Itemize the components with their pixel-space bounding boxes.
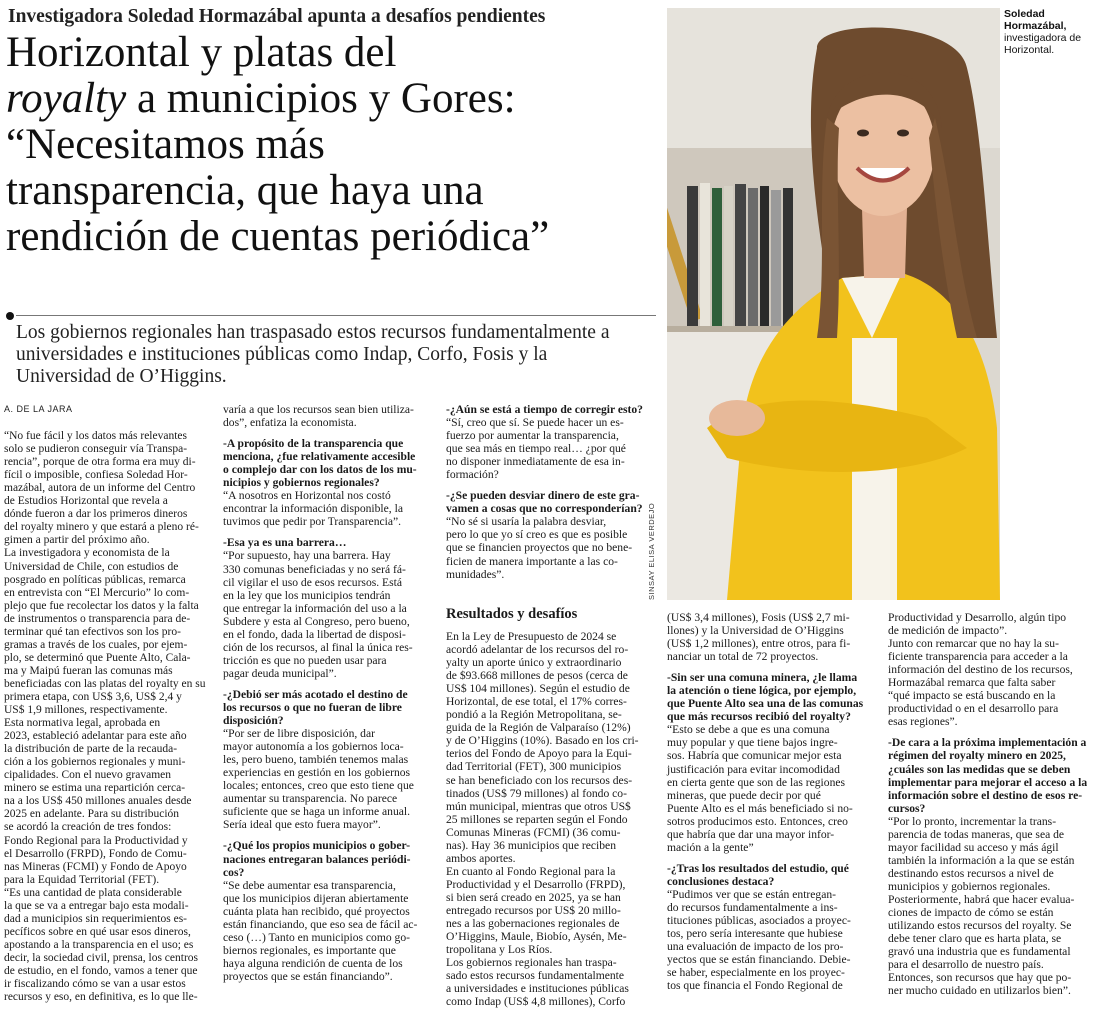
- text-line: do recursos fundamentalmente a ins-: [667, 900, 838, 914]
- article-column-5: [667, 611, 877, 992]
- photo-caption: [1004, 8, 1099, 56]
- portrait-photo: [667, 8, 1000, 600]
- text-line: en el fondo, dada la libertad de disposi-: [223, 627, 406, 641]
- text-line: terios del Fondo de Apoyo para la Equi-: [446, 747, 632, 761]
- text-line: terminar qué tan efectivos son los pro-: [4, 625, 181, 638]
- text-line: Posteriormente, habrá que hacer evalua-: [888, 892, 1075, 906]
- text-line: el Desarrollo (FRPD), Fondo de Comu-: [4, 847, 187, 860]
- text-line: “Sí, creo que sí. Se puede hacer un es-: [446, 416, 624, 430]
- text-line: “No fue fácil y los datos más relevantes: [4, 430, 187, 443]
- headline-line-2: [6, 76, 656, 122]
- text-line: recursos y eso, en definitiva, es lo que lle-: [4, 991, 198, 1004]
- article-column-4: [446, 600, 656, 1008]
- headline-line-3: “Necesitamos más: [6, 121, 325, 168]
- text-line: sos. Habría que comunicar mejor esta: [667, 749, 842, 763]
- question-line: que más recursos recibió del royalty?: [667, 710, 851, 724]
- question-line: -A propósito de la transparencia que: [223, 437, 404, 451]
- text-line: rencia”, porque de otra forma era muy di-: [4, 456, 196, 469]
- text-line: nanciar un total de 72 proyectos.: [667, 650, 819, 664]
- text-line: varía a que los recursos sean bien utiliza-: [223, 403, 414, 416]
- text-line: Los gobiernos regionales han traspa-: [446, 956, 617, 970]
- text-line: la distribución de parte de la recauda-: [4, 743, 178, 756]
- text-line: suficiente que se haga un informe anual.: [223, 805, 411, 819]
- text-line: mazábal, autora de un informe del Centro: [4, 482, 196, 495]
- text-line: US$ 104 millones). Según el estudio de: [446, 682, 630, 696]
- text-line: 25 millones se reparten según el Fondo: [446, 812, 628, 826]
- text-line: ción de los recursos, al final la única res-: [223, 640, 413, 654]
- text-line: pero lo que yo sí creo es que es posible: [446, 528, 628, 542]
- question-line: régimen del royalty minero en 2025,: [888, 749, 1066, 763]
- text-line: encontrar la información disponible, la: [223, 502, 403, 516]
- text-line: para la Equidad Territorial (FET).: [4, 873, 160, 886]
- text-line: les, pero bueno, también tenemos malas: [223, 753, 409, 767]
- question-line: información sobre el destino de esos re-: [888, 788, 1083, 802]
- question-line: -Sin ser una comuna minera, ¿le llama: [667, 671, 858, 685]
- text-line: proyectos que se están financiando”.: [223, 969, 393, 983]
- question-line: -¿Aún se está a tiempo de corregir esto?: [446, 403, 643, 416]
- text-line: (US$ 1,2 millones), entre otros, para fi-: [667, 637, 851, 651]
- text-line: que sea más en tiempo real… ¿por qué: [446, 442, 626, 456]
- text-line: Sería ideal que esto fuera mayor”.: [223, 818, 381, 832]
- text-line: parencia de todas maneras, que sea de: [888, 827, 1065, 841]
- lead-bullet: [6, 312, 14, 320]
- text-line: “A nosotros en Horizontal nos costó: [223, 489, 391, 503]
- text-line: fuerzo por aumentar la transparencia,: [446, 429, 619, 443]
- text-line: Productividad y el Desarrollo (FRPD),: [446, 877, 626, 891]
- text-line: se acordó la creación de tres fondos:: [4, 821, 172, 834]
- text-line: gimen a partir del próximo año.: [4, 534, 150, 547]
- text-line: 330 comunas beneficiadas y no será fá-: [223, 562, 406, 576]
- text-line: Junto con remarcar que no hay la su-: [888, 637, 1059, 651]
- text-line: que los municipios dijeran abiertamente: [223, 891, 409, 905]
- text-line: utilizando estos recursos del royalty. Se: [888, 919, 1072, 933]
- text-line: que habría que dar una mayor infor-: [667, 827, 835, 841]
- text-line: na a los US$ 450 millones anuales desde: [4, 795, 192, 808]
- text-line: 2025 en adelante. Para su distribución: [4, 808, 180, 821]
- text-line: cuánta plata han recibido, qué proyectos: [223, 904, 410, 918]
- question-line: -¿Debió ser más acotado el destino de: [223, 687, 408, 701]
- text-line: haya alguna rendición de cuenta de los: [223, 956, 403, 970]
- text-line: acordó adelantar de los recursos del ro-: [446, 643, 629, 657]
- text-line: dad Territorial (FET), 300 municipios: [446, 760, 622, 774]
- text-line: Subdere y esta al Congreso, pero bueno,: [223, 614, 410, 628]
- lead-rule: [16, 315, 656, 316]
- text-line: (US$ 3,4 millones), Fosis (US$ 2,7 mi-: [667, 611, 850, 624]
- text-line: fícil o imposible, confiesa Soledad Hor-: [4, 469, 188, 482]
- question-line: la atención o tiene lógica, por ejemplo,: [667, 684, 857, 698]
- question-line: conclusiones destaca?: [667, 874, 775, 888]
- text-line: ir fiscalizando cómo se van a usar estos: [4, 978, 186, 991]
- text-line: tos que financia el Fondo Regional de: [667, 979, 843, 993]
- text-line: en cierta gente que son de las regiones: [667, 775, 846, 789]
- text-line: de $93.668 millones de pesos (cerca de: [446, 669, 628, 683]
- text-line: En cuanto al Fondo Regional para la: [446, 864, 616, 878]
- text-line: pecíficos sobre en qué usar esos dineros,: [4, 925, 191, 938]
- text-line: formación?: [446, 468, 499, 482]
- question-line: -¿Se pueden desviar dinero de este gra-: [446, 489, 640, 503]
- text-line: mación a la gente”: [667, 840, 754, 854]
- text-line: ner mucho cuidado en utilizarlos bien”.: [888, 984, 1071, 998]
- question-line: -De cara a la próxima implementación a: [888, 736, 1087, 750]
- text-line: ción a los gobiernos regionales y muni-: [4, 756, 186, 769]
- text-line: tituciones públicas, asociados a proyec-: [667, 914, 851, 928]
- text-line: tuvimos que pedir por Transparencia”.: [223, 515, 402, 529]
- text-line: Comunas Mineras (FCMI) (36 comu-: [446, 825, 621, 839]
- question-line: vamen a cosas que no corresponderían?: [446, 502, 643, 516]
- text-line: productividad o en el desarrollo para: [888, 702, 1059, 716]
- text-line: en entrevista con “El Mercurio” lo com-: [4, 586, 190, 599]
- text-line: ciones de impacto de cómo se están: [888, 906, 1054, 920]
- text-line: solo se pudieron conseguir vía Transpa-: [4, 443, 188, 456]
- text-line: yectos que se están financiando. Debie-: [667, 953, 851, 967]
- text-line: pondió a la Región Metropolitana, se-: [446, 708, 622, 722]
- question-line: menciona, ¿fue relativamente accesible: [223, 450, 416, 464]
- text-line: “No sé si usaría la palabra desviar,: [446, 515, 607, 529]
- text-line: Horizontal, de ese total, el 17% corres-: [446, 695, 627, 709]
- text-line: plejo que fue recolectar los datos y la falta: [4, 599, 199, 612]
- text-line: ficiente transparencia para acceder a la: [888, 650, 1068, 664]
- text-line: para el desarrollo de nuestro país.: [888, 958, 1044, 972]
- headline-line-5: rendición de cuentas periódica”: [6, 213, 550, 260]
- text-line: En la Ley de Presupuesto de 2024 se: [446, 630, 617, 643]
- text-line: decir, la sociedad civil, prensa, los centros: [4, 951, 199, 964]
- headline-line-2-rest: a municipios y Gores:: [126, 75, 516, 122]
- question-line: disposición?: [223, 714, 284, 728]
- text-line: destinando estos recursos a nivel de: [888, 866, 1054, 880]
- photo-caption-name: Soledad Hormazábal,: [1004, 8, 1067, 32]
- text-line: “Esto se debe a que es una comuna: [667, 723, 830, 737]
- text-line: La investigadora y economista de la: [4, 547, 170, 560]
- text-line: Fondo Regional para la Productividad y: [4, 834, 188, 847]
- text-line: nas). Hay 36 municipios que reciben: [446, 838, 616, 852]
- text-line: nes a las gobernaciones regionales de: [446, 917, 620, 931]
- text-line: dónde fueron a dar los primeros dineros: [4, 508, 188, 521]
- text-line: apostando a la transparencia en el uso; es: [4, 938, 194, 951]
- text-line: tos, pero sería interesante que hubiese: [667, 927, 843, 941]
- byline: A. DE LA JARA: [4, 404, 73, 414]
- text-line: munidades”.: [446, 567, 505, 581]
- text-line: aumentar su transparencia. No parece: [223, 792, 398, 806]
- text-line: si bien será creado en 2025, ya se han: [446, 890, 621, 904]
- text-line: que entregar la información del uso a la: [223, 601, 407, 615]
- text-line: dad a municipios sin requerimientos es-: [4, 912, 188, 925]
- kicker: Investigadora Soledad Hormazábal apunta a desafíos pendientes: [8, 6, 546, 27]
- text-line: información del destino de los recursos,: [888, 663, 1073, 677]
- question-line: ¿cuáles son las medidas que se deben: [888, 762, 1071, 776]
- question-line: -¿Qué los propios municipios o gober-: [223, 839, 411, 853]
- text-line: Esta normativa legal, aprobada en: [4, 717, 161, 730]
- text-line: mún municipal, mientras que otros US$: [446, 799, 631, 813]
- headline: [6, 30, 656, 260]
- lead-line: Los gobiernos regionales han traspasado estos recursos fundamentalmente a: [16, 322, 610, 343]
- text-line: en la ley que los municipios tendrán: [223, 588, 391, 602]
- portrait-illustration: [667, 8, 1000, 600]
- text-line: 2023, estableció adelantar para este año: [4, 730, 187, 743]
- text-line: nas Mineras (FCMI) y Fondo de Apoyo: [4, 860, 187, 873]
- text-line: “qué impacto se está buscando en la: [888, 689, 1056, 703]
- question-line: los recursos o que no fueran de libre: [223, 700, 402, 714]
- text-line: “Por lo pronto, incrementar la trans-: [888, 814, 1057, 828]
- text-line: también la información a la que se están: [888, 853, 1075, 867]
- question-line: nicipios y gobiernos regionales?: [223, 476, 380, 490]
- text-line: guida de la Región de Valparaíso (12%): [446, 721, 631, 735]
- text-line: de estudio, en el fondo, vamos a tener que: [4, 964, 198, 977]
- text-line: y de O’Higgins (10%). Basado en los cri-: [446, 734, 639, 748]
- text-line: O’Higgins, Maule, Biobío, Aysén, Me-: [446, 930, 627, 944]
- text-line: minero se estima una repartición cerca-: [4, 782, 186, 795]
- text-line: pagar deuda municipal”.: [223, 666, 337, 680]
- text-line: “Se debe aumentar esa transparencia,: [223, 878, 396, 892]
- question-line: que Puente Alto sea una de las comunas: [667, 697, 864, 711]
- text-line: a universidades e instituciones públicas: [446, 982, 629, 996]
- headline-line-4: transparencia, que haya una: [6, 167, 484, 214]
- article-column-1: [4, 403, 212, 1004]
- text-line: mineras, que puede decir por qué: [667, 788, 821, 802]
- article-column-3: [446, 403, 656, 581]
- text-line: de instrumentos o transparencia para de-: [4, 612, 191, 625]
- text-line: cil vigilar el uso de esos recursos. Está: [223, 575, 403, 589]
- text-line: “Es una cantidad de plata considerable: [4, 886, 182, 899]
- text-line: tropolitana y Los Ríos.: [446, 943, 553, 957]
- text-line: dos”, enfatiza la economista.: [223, 416, 357, 430]
- question-line: cos?: [223, 865, 245, 879]
- section-subhead: Resultados y desafíos: [446, 606, 578, 622]
- lead-line: Universidad de O’Higgins.: [16, 366, 227, 387]
- article-column-2: [223, 403, 433, 983]
- text-line: gramas a través de los cuales, por ejem-: [4, 638, 188, 651]
- headline-line-1: Horizontal y platas del: [6, 29, 397, 76]
- text-line: sotros producimos esto. Entonces, creo: [667, 814, 848, 828]
- text-line: “Pudimos ver que se están entregan-: [667, 887, 837, 901]
- question-line: o complejo dar con los datos de los mu-: [223, 463, 417, 477]
- text-line: biernos regionales, es importante que: [223, 943, 396, 957]
- text-line: Hormazábal remarca que falta saber: [888, 676, 1056, 690]
- text-line: no disponer inmediatamente de esa in-: [446, 455, 625, 469]
- text-line: esas regiones”.: [888, 715, 958, 729]
- headline-royalty-word: royalty: [6, 75, 127, 122]
- text-line: “Por supuesto, hay una barrera. Hay: [223, 549, 391, 563]
- text-line: locales; entonces, creo que esto tiene que: [223, 779, 414, 793]
- text-line: “Por ser de libre disposición, dar: [223, 727, 375, 741]
- text-line: plo, se determinó que Puente Alto, Cala-: [4, 651, 191, 664]
- text-line: la que se va a entregar bajo esta modali-: [4, 899, 189, 912]
- text-line: justificación para evitar incomodidad: [667, 762, 840, 776]
- lead-paragraph: [16, 322, 656, 388]
- text-line: tricción es que no pueden usar para: [223, 653, 387, 667]
- text-line: tinados (US$ 79 millones) al fondo co-: [446, 786, 627, 800]
- text-line: sado estos recursos fundamentalmente: [446, 969, 625, 983]
- text-line: ambos aportes.: [446, 851, 516, 865]
- text-line: experiencias en gestión en los gobiernos: [223, 766, 411, 780]
- text-line: gravó una industria que es fundamental: [888, 945, 1071, 959]
- text-line: Entonces, son recursos que hay que po-: [888, 971, 1072, 985]
- text-line: debe tener claro que es harta plata, se: [888, 932, 1062, 946]
- question-line: cursos?: [888, 801, 926, 815]
- photo-credit-text: SINSAY ELISA VERDEJO: [647, 502, 656, 600]
- text-line: yalty un aporte único y extraordinario: [446, 656, 622, 670]
- text-line: muy popular y que tiene bajos ingre-: [667, 736, 838, 750]
- text-line: posgrado en políticas públicas, remarca: [4, 573, 186, 586]
- text-line: cipalidades. Con el nuevo gravamen: [4, 769, 172, 782]
- text-line: municipios y gobiernos regionales.: [888, 879, 1051, 893]
- text-line: de Estudios Horizontal que revela a: [4, 495, 168, 508]
- text-line: ma y Maipú fueran las comunas más: [4, 664, 173, 677]
- text-line: del royalty minero y que estará a pleno ré-: [4, 521, 199, 534]
- text-line: beneficiadas con las platas del royalty en su: [4, 677, 206, 690]
- text-line: una evaluación de impacto de los pro-: [667, 940, 844, 954]
- text-line: US$ 1,9 millones, respectivamente.: [4, 704, 168, 717]
- text-line: que se financien proyectos que no bene-: [446, 541, 633, 555]
- question-line: naciones entregaran balances periódi-: [223, 852, 411, 866]
- text-line: Universidad de Chile, con estudios de: [4, 560, 179, 573]
- text-line: Productividad y Desarrollo, algún tipo: [888, 611, 1067, 624]
- question-line: -Esa ya es una barrera…: [223, 536, 347, 550]
- photo-caption-role: investigadora de Horizontal.: [1004, 32, 1082, 56]
- text-line: como Indap (US$ 4,8 millones), Corfo: [446, 995, 626, 1009]
- text-line: Puente Alto es el más beneficiado si no-: [667, 801, 853, 815]
- text-line: llones) y la Universidad de O’Higgins: [667, 624, 844, 638]
- question-line: implementar para mejorar el acceso a la: [888, 775, 1088, 789]
- text-line: primera etapa, con US$ 3,6, US$ 2,4 y: [4, 690, 182, 703]
- text-line: están financiando, que eso sea de fácil ac-: [223, 917, 418, 931]
- text-line: se han beneficiado con los recursos des-: [446, 773, 633, 787]
- article-column-6: [888, 611, 1096, 997]
- lead-line: universidades e instituciones públicas como Indap, Corfo, Fosis y la: [16, 344, 548, 365]
- question-line: -¿Tras los resultados del estudio, qué: [667, 861, 849, 875]
- text-line: ceso (…) Tanto en municipios como go-: [223, 930, 411, 944]
- text-line: se haber, especialmente en los proyec-: [667, 966, 845, 980]
- text-line: mayor autonomía a los gobiernos loca-: [223, 740, 404, 754]
- text-line: ficien de manera importante a las co-: [446, 554, 618, 568]
- text-line: entregado recursos por US$ 20 millo-: [446, 903, 621, 917]
- text-line: de medición de impacto”.: [888, 624, 1008, 638]
- text-line: mayor facilidad su acceso y más ágil: [888, 840, 1059, 854]
